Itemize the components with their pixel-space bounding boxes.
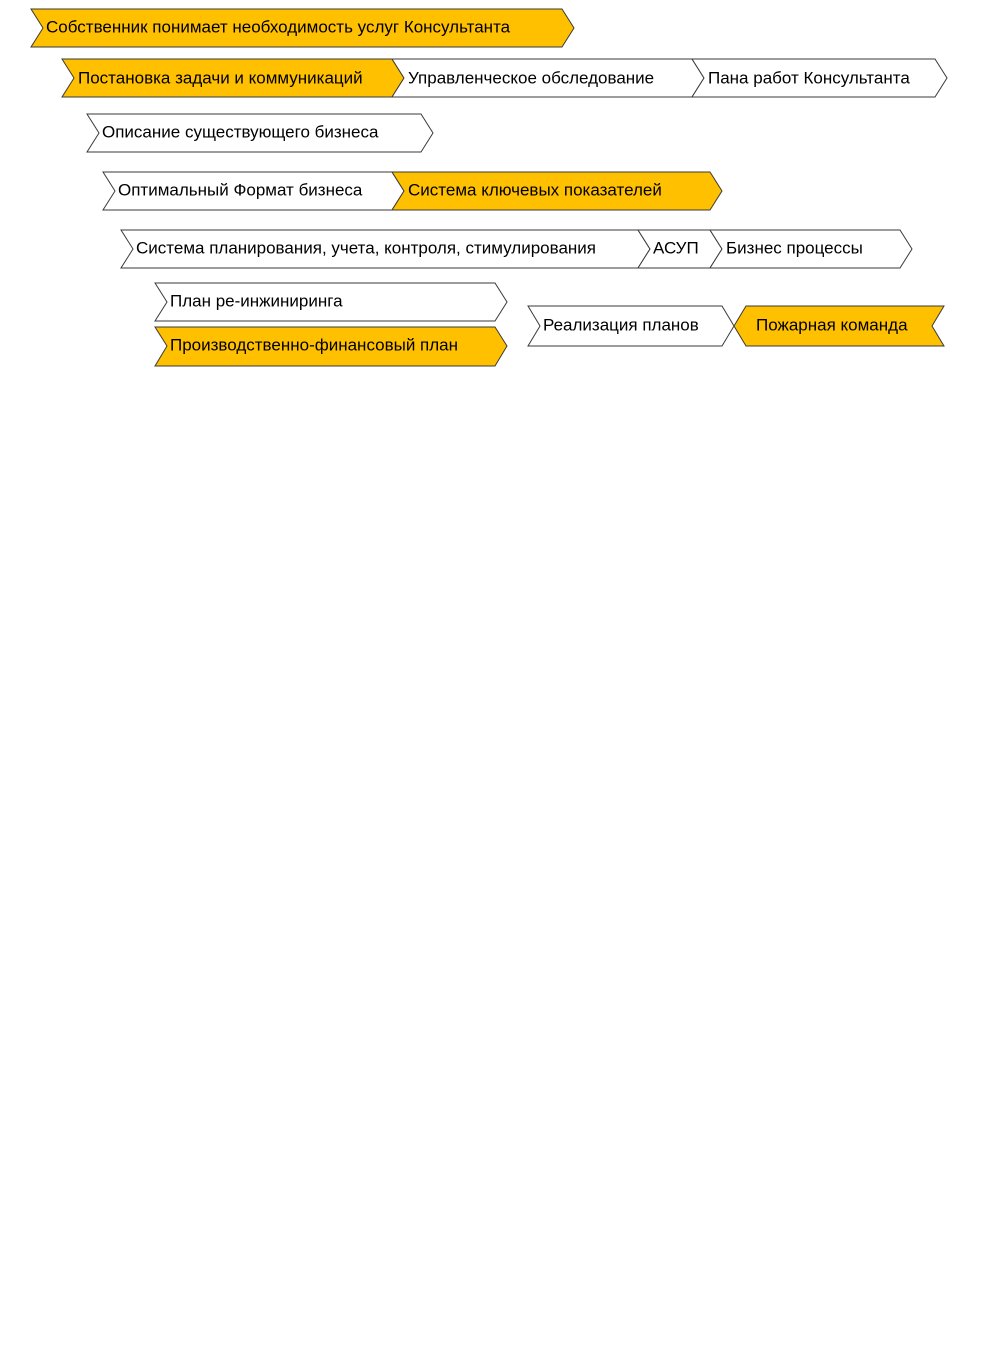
chevron-step-kpi-system — [392, 172, 722, 210]
chevron-step-planning-control-system — [121, 230, 650, 268]
chevron-label: Оптимальный Формат бизнеса — [118, 180, 363, 200]
chevron-label: АСУП — [653, 238, 699, 258]
chevron-step-optimal-business-format — [103, 172, 404, 210]
chevron-label: Пана работ Консультанта — [708, 68, 910, 88]
chevron-step-task-setting — [62, 59, 404, 97]
chevron-label: Постановка задачи и коммуникаций — [78, 68, 363, 88]
chevron-label: Производственно-финансовый план — [170, 335, 459, 355]
chevron-label: Система ключевых показателей — [408, 180, 662, 200]
chevron-step-business-processes — [710, 230, 912, 268]
chevron-label: Бизнес процессы — [726, 238, 863, 258]
chevron-step-fire-brigade — [734, 306, 944, 346]
chevron-label: Управленческое обследование — [408, 68, 655, 88]
chevron-step-owner-needs-consultant — [31, 9, 574, 47]
chevron-step-consultant-work-plan — [692, 59, 947, 97]
chevron-step-plans-implementation — [528, 306, 734, 346]
chevron-step-production-finance-plan — [155, 327, 507, 366]
chevron-step-current-business-description — [87, 114, 433, 152]
chevron-step-management-survey — [392, 59, 704, 97]
chevron-label: Реализация планов — [543, 315, 699, 335]
chevron-label: Система планирования, учета, контроля, стимулирования — [136, 238, 596, 258]
chevron-step-reengineering-plan — [155, 283, 507, 321]
chevron-label: План ре-инжиниринга — [170, 291, 343, 311]
chevron-label: Описание существующего бизнеса — [102, 122, 379, 142]
chevron-label: Собственник понимает необходимость услуг Консультанта — [46, 17, 511, 37]
chevron-label: Пожарная команда — [756, 315, 908, 335]
chevron-step-asup — [638, 230, 722, 268]
